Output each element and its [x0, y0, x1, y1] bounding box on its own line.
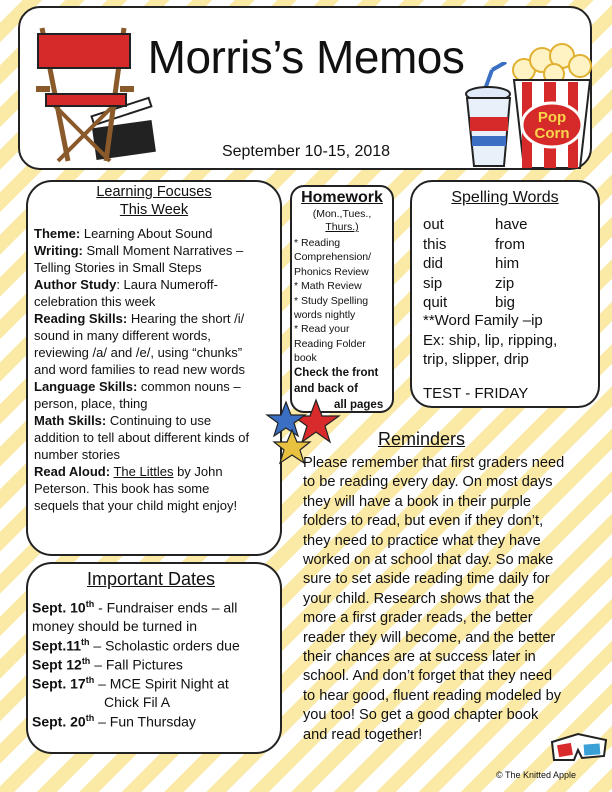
homework-item: * Reading	[294, 237, 341, 249]
spelling-word: sip	[423, 274, 443, 292]
word-family-examples-2: trip, slipper, drip	[423, 351, 529, 368]
author-line: Author Study: Laura Numeroff-	[34, 277, 218, 292]
spelling-word: quit	[423, 294, 448, 311]
word-family-examples: Ex: ship, lip, ripping,	[423, 332, 558, 349]
author-line-2: celebration this week	[34, 294, 156, 309]
homework-days-2: Thurs.)	[325, 221, 359, 233]
learning-subheading: This Week	[119, 202, 189, 218]
spelling-word: did	[423, 255, 444, 272]
homework-item: Phonics Review	[294, 265, 369, 278]
newsletter-date: September 10-15, 2018	[221, 143, 391, 160]
popcorn-label-corn: Corn	[534, 125, 570, 142]
spelling-word: big	[495, 294, 516, 311]
read-aloud-line: Read Aloud: The Littles by John	[34, 464, 223, 479]
writing-line-2: Telling Stories in Small Steps	[34, 260, 202, 275]
important-date-item: Chick Fil A	[104, 694, 171, 710]
reading-line-3: reviewing /a/ and /e/, using “chunks”	[34, 345, 243, 360]
important-date-item: money should be turned in	[32, 618, 197, 634]
homework-item: * Read your	[294, 323, 350, 336]
important-date-item: Sept.11th – Scholastic orders due	[32, 637, 240, 654]
homework-heading: Homework	[301, 189, 383, 206]
spelling-word: out	[423, 216, 444, 233]
reading-line-4: and word families to read new words	[34, 362, 245, 377]
read-aloud-line-3: sequels that your child might enjoy!	[34, 498, 238, 513]
spelling-word: from	[495, 235, 525, 253]
homework-item: * Math Review	[294, 280, 362, 293]
homework-check-line-2: and back of	[294, 383, 358, 395]
word-family-line: **Word Family –ip	[423, 312, 543, 329]
reminder-line: worked on at school that day. So make	[303, 552, 554, 568]
reminder-line: they need to practice what they have	[303, 532, 541, 549]
writing-line: Writing: Small Moment Narratives –	[34, 243, 244, 258]
homework-item: book	[294, 352, 317, 365]
math-line: Math Skills: Continuing to use	[34, 413, 212, 428]
homework-check-line-3: all pages	[334, 399, 384, 411]
important-date-item: Sept 12th – Fall Pictures	[32, 656, 183, 673]
homework-item: Comprehension/	[294, 251, 372, 264]
homework-item: * Study Spelling	[294, 294, 369, 307]
read-aloud-line-2: Peterson. This book has some	[34, 481, 210, 496]
language-line-2: person, place, thing	[34, 396, 148, 411]
learning-heading: Learning Focuses	[96, 184, 212, 200]
spelling-word: him	[495, 255, 520, 272]
reminder-line: your child. Research shows that the	[303, 590, 535, 607]
reminder-line: school. And don’t forget that they need	[303, 668, 553, 685]
reminder-line: to be reading every day. On most days	[303, 474, 553, 491]
important-dates-heading: Important Dates	[86, 569, 216, 589]
page-title: Morris’s Memos	[147, 31, 465, 83]
copyright-credit: © The Knitted Apple	[496, 770, 577, 780]
spelling-word: zip	[495, 274, 515, 292]
reminder-line: you too! So get a good chapter book	[303, 707, 539, 724]
homework-check-line: Check the front	[294, 367, 379, 379]
reading-line: Reading Skills: Hearing the short /i/	[34, 311, 245, 326]
popcorn-label-pop: Pop	[537, 109, 567, 126]
reminder-line: their chances are at success later in	[303, 649, 536, 665]
reminder-line: Please remember that first graders need	[303, 455, 565, 471]
reminder-line: they will have a book in their purple	[303, 493, 531, 510]
homework-item: words nightly	[294, 309, 356, 321]
homework-item: Reading Folder	[294, 337, 366, 350]
reading-line-2: sound in many different words,	[34, 328, 211, 343]
language-line: Language Skills: common nouns –	[34, 379, 241, 394]
spelling-word: this	[423, 235, 447, 253]
spelling-word: have	[495, 216, 528, 233]
reminder-line: folders to read, but even if they don’t,	[303, 513, 544, 530]
theme-line: Theme: Learning About Sound	[34, 226, 213, 241]
important-date-item: Sept. 10th - Fundraiser ends – all	[32, 599, 238, 616]
reminder-line: reader they will become, and the better	[303, 629, 556, 646]
reminder-line: and read together!	[303, 726, 423, 743]
reminder-line: more a first grader reads, the better	[303, 610, 533, 627]
homework-days: (Mon.,Tues.,	[312, 208, 372, 220]
important-date-item: Sept. 17th – MCE Spirit Night at	[32, 675, 229, 692]
3d-glasses-icon	[548, 726, 610, 762]
spelling-test-line: TEST - FRIDAY	[423, 385, 529, 402]
math-line-3: number stories	[34, 447, 120, 462]
important-date-item: Sept. 20th – Fun Thursday	[32, 713, 196, 730]
math-line-2: addition to tell about different kinds of	[34, 430, 250, 445]
reminders-heading: Reminders	[378, 429, 466, 449]
reminder-line: to hear good, fluent reading modeled by	[303, 687, 562, 704]
spelling-heading: Spelling Words	[451, 189, 559, 206]
reminder-line: sure to set aside reading time daily for	[303, 571, 550, 588]
